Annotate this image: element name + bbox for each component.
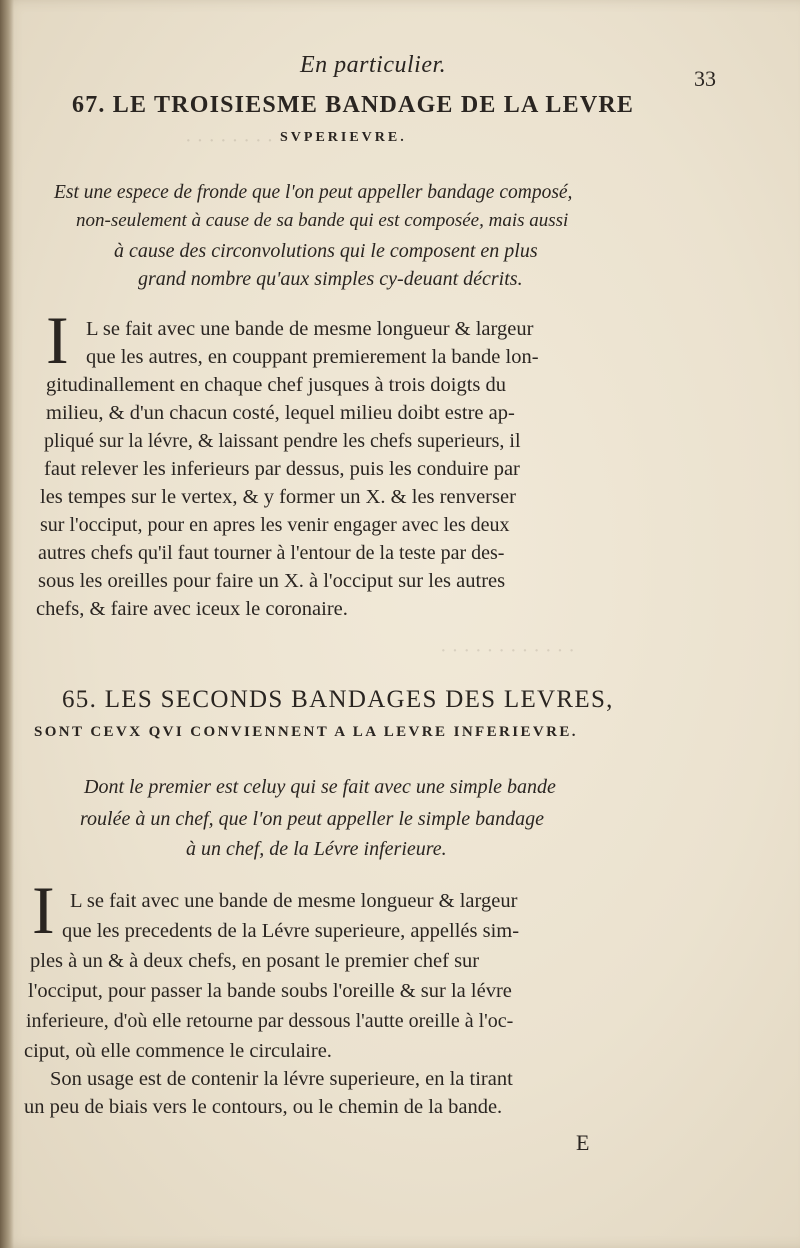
body-line: un peu de biais vers le contours, ou le chemin de la bande. xyxy=(24,1096,503,1118)
show-through-text: · · · · · · · · · · · · xyxy=(440,640,575,662)
intro-line: grand nombre qu'aux simples cy-deuant décrits. xyxy=(138,268,523,290)
signature-mark: E xyxy=(576,1130,590,1155)
body-line: les tempes sur le vertex, & y former un X. & les renverser xyxy=(40,486,516,508)
intro-line: non-seulement à cause de sa bande qui est composée, mais aussi xyxy=(76,210,569,231)
body-line: inferieure, d'où elle retourne par dessous l'autte oreille à l'oc- xyxy=(26,1010,514,1032)
section-subtitle: SONT CEVX QVI CONVIENNENT A LA LEVRE INFERIEVRE. xyxy=(34,724,578,740)
body-line: que les precedents de la Lévre superieure, appellés sim- xyxy=(62,920,520,942)
body-line: L se fait avec une bande de mesme longueur & largeur xyxy=(86,318,534,340)
binding-gutter xyxy=(0,0,14,1248)
section-subtitle: SVPERIEVRE. xyxy=(280,130,407,145)
body-line: L se fait avec une bande de mesme longueur & largeur xyxy=(70,890,518,912)
page-number: 33 xyxy=(694,66,716,91)
body-line: l'occiput, pour passer la bande soubs l'oreille & sur la lévre xyxy=(28,980,512,1002)
body-line: sur l'occiput, pour en apres les venir engager avec les deux xyxy=(40,514,510,536)
body-line: milieu, & d'un chacun costé, lequel milieu doibt estre ap- xyxy=(46,402,515,424)
body-line: Son usage est de contenir la lévre superieure, en la tirant xyxy=(50,1068,513,1090)
intro-line: à cause des circonvolutions qui le composent en plus xyxy=(114,240,538,262)
section-title: 67. LE TROISIESME BANDAGE DE LA LEVRE xyxy=(72,92,635,118)
running-head: En particulier. xyxy=(300,52,447,78)
drop-cap: I xyxy=(32,872,55,948)
body-line: ciput, où elle commence le circulaire. xyxy=(24,1040,332,1062)
body-line: sous les oreilles pour faire un X. à l'occiput sur les autres xyxy=(38,570,506,592)
body-line: gitudinallement en chaque chef jusques à trois doigts du xyxy=(46,374,506,396)
intro-line: Est une espece de fronde que l'on peut appeller bandage composé, xyxy=(54,182,573,203)
show-through-text: · · · · · · · · xyxy=(185,130,274,152)
intro-line: Dont le premier est celuy qui se fait avec une simple bande xyxy=(84,776,556,798)
intro-line: à un chef, de la Lévre inferieure. xyxy=(186,838,447,860)
body-line: faut relever les inferieurs par dessus, puis les conduire par xyxy=(44,458,520,480)
intro-line: roulée à un chef, que l'on peut appeller le simple bandage xyxy=(80,808,544,830)
body-line: pliqué sur la lévre, & laissant pendre les chefs superieurs, il xyxy=(44,430,521,452)
body-line: ples à un & à deux chefs, en posant le premier chef sur xyxy=(30,950,480,972)
body-line: autres chefs qu'il faut tourner à l'entour de la teste par des- xyxy=(38,542,505,564)
drop-cap: I xyxy=(46,302,69,378)
body-line: que les autres, en couppant premierement la bande lon- xyxy=(86,346,539,368)
body-line: chefs, & faire avec iceux le coronaire. xyxy=(36,598,348,620)
section-title: 65. LES SECONDS BANDAGES DES LEVRES, xyxy=(62,686,614,713)
